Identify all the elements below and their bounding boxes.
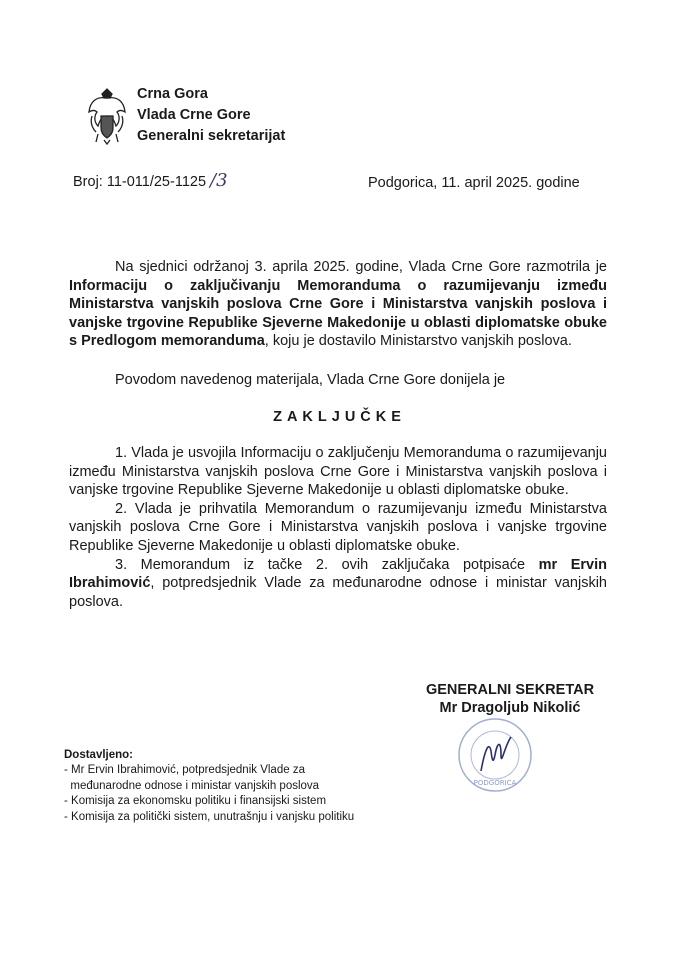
government-name: Vlada Crne Gore [137, 107, 251, 123]
signatory-name: Mr Dragoljub Nikolić [439, 700, 581, 716]
official-stamp [455, 715, 535, 795]
conclusions-list [69, 444, 607, 611]
handwritten-suffix: /3 [210, 170, 228, 191]
conclusion-item-3 [69, 556, 607, 612]
place-date: Podgorica, 11. april 2025. godine [368, 175, 580, 191]
conclusion-item-1: 1. Vlada je usvojila Informaciju o zaključenju Memoranduma o razumijevanju između Ministarstva vanjskih poslova Crne Gore i Ministarstva vanjskih poslova i vanjske trgovine Republike Sjeverne Makedonije u oblasti diplomatske obuke. [69, 445, 607, 499]
distribution-line: međunarodne odnose i ministar vanjskih poslova [64, 779, 320, 792]
intro-subject: Informaciju o zaključivanju Memoranduma o razumijevanju između Ministarstva vanjskih poslova Crne Gore i Ministarstva vanjskih poslova i vanjske trgovine Republike Sjeverne Makedonije u oblasti diplomatske obuke s Predlogom memoranduma [69, 277, 607, 350]
distribution-line: - Komisija za ekonomsku politiku i finansijski sistem [64, 795, 327, 808]
intro-part1: Na sjednici održanoj 3. aprila 2025. godine, Vlada Crne Gore razmotrila je [115, 259, 607, 275]
reference-number-text: Broj: 11-011/25-1125 [73, 174, 207, 190]
distribution-title: Dostavljeno: [64, 749, 134, 761]
distribution-line: - Komisija za politički sistem, unutrašnju i vanjsku politiku [64, 810, 355, 823]
distribution-list [64, 748, 354, 825]
conclusion-item-2: 2. Vlada je prihvatila Memorandum o razumijevanju između Ministarstva vanjskih poslova Crne Gore i Ministarstva vanjskih poslova i vanjske trgovine Republike Sjeverne Makedonije u oblasti diplomatske obuke. [69, 500, 607, 554]
coat-of-arms-icon [86, 86, 128, 146]
povodom-line: Povodom navedenog materijala, Vlada Crne Gore donijela je [115, 372, 506, 388]
intro-part3: , koju je dostavilo Ministarstvo vanjskih poslova. [264, 333, 572, 350]
reference-number [73, 170, 228, 191]
country-name: Crna Gora [137, 86, 208, 102]
item3-part-c: , potpredsjednik Vlade za međunarodne odnose i ministar vanjskih poslova. [69, 575, 607, 610]
intro-paragraph [69, 258, 607, 351]
item3-part-a: 3. Memorandum iz tačke 2. ovih zaključaka potpisaće [115, 556, 539, 573]
signature-block [399, 681, 621, 717]
item3-signatory: mr Ervin Ibrahimović [69, 556, 607, 592]
intro-text [69, 258, 607, 351]
stamp-text: PODGORICA [473, 779, 517, 787]
issuer-header [137, 84, 285, 147]
distribution-line: - Mr Ervin Ibrahimović, potpredsjednik Vlade za [64, 764, 305, 777]
signatory-title: GENERALNI SEKRETAR [425, 682, 595, 698]
secretariat-name: Generalni sekretarijat [137, 128, 286, 144]
section-heading: ZAKLJUČKE [273, 409, 406, 425]
